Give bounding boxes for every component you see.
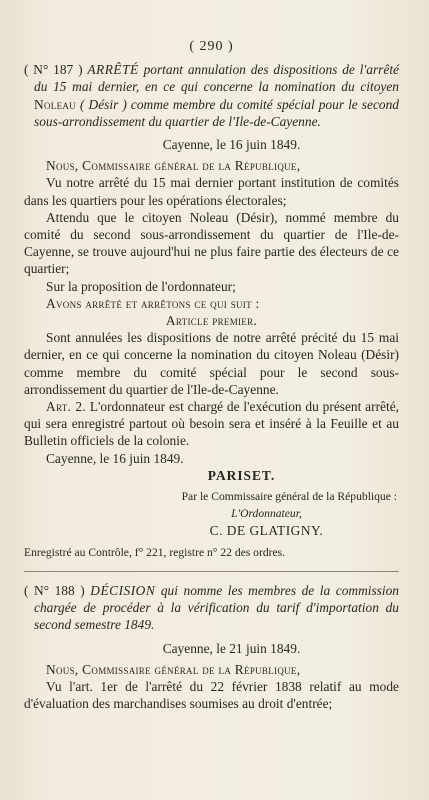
act-187-role: L'Ordonnateur,: [231, 507, 302, 521]
act-187-title-name-paren: ( Désir ): [80, 96, 127, 112]
act-187-paragraph-3: Sur la proposition de l'ordonnateur;: [46, 278, 236, 294]
act-188: [24, 582, 399, 712]
act-187: [24, 61, 399, 561]
act-188-number: ( N° 188 ): [24, 582, 85, 598]
act-187-art2-label: Art. 2.: [46, 399, 86, 415]
page-number: ( 290 ): [189, 39, 234, 54]
act-187-number: ( N° 187 ): [24, 62, 83, 78]
act-187-paragraph-4: Avons arrêté et arrêtons ce qui suit :: [46, 295, 260, 311]
act-187-paragraph-1: Vu notre arrêté du 15 mai dernier portant institution de comités dans les quartiers pour les opérations électorales;: [24, 175, 399, 208]
act-187-countersign: C. DE GLATIGNY.: [209, 523, 324, 539]
act-187-by-line: Par le Commissaire général de la République :: [181, 490, 397, 504]
act-187-title: portant annulation des dispositions de l'arrêté du 15 mai dernier, en ce qui concerne la nomination du citoyen: [34, 62, 399, 95]
act-187-kind: ARRÊTÉ: [87, 62, 139, 78]
act-187-closing-date: Cayenne, le 16 juin 1849.: [46, 450, 184, 466]
act-188-kind: DÉCISION: [90, 582, 156, 598]
act-187-date: Cayenne, le 16 juin 1849.: [162, 137, 301, 153]
act-187-title-name: Noleau: [34, 96, 76, 112]
act-188-title: qui nomme les membres de la commission chargée de procéder à la vérification du tarif d'importation du second semestre 1849.: [34, 582, 399, 633]
act-187-paragraph-6: [24, 398, 399, 450]
act-188-opening: Nous, Commissaire général de la République,: [46, 661, 301, 677]
act-187-opening: Nous, Commissaire général de la République,: [46, 158, 301, 174]
act-187-article-1-heading: Article premier.: [165, 313, 258, 329]
act-187-paragraph-2: Attendu que le citoyen Noleau (Désir), nommé membre du comité du second sous-arrondissement du quartier de l'Ile-de-Cayenne, se trouve aujourd'hui ne plus faire partie des électeurs de ce quartier;: [24, 209, 399, 277]
act-188-date: Cayenne, le 21 juin 1849.: [162, 640, 301, 656]
act-187-art2-text: L'ordonnateur est chargé de l'exécution du présent arrêté, qui sera enregistré partout où besoin sera et inséré à la Feuille et au Bulletin officiels de la colonie.: [24, 399, 399, 449]
act-187-registration: Enregistré au Contrôle, f° 221, registre n° 22 des ordres.: [24, 545, 286, 559]
act-187-signature: PARISET.: [207, 467, 276, 483]
act-187-paragraph-5: Sont annulées les dispositions de notre arrêté précité du 15 mai dernier, en ce qui concerne la nomination du citoyen Noleau (Désir) comme membre du comité spécial pour le second sous-arrondissement du quartier de l'Ile-de-Cayenne.: [24, 330, 399, 397]
act-188-paragraph-1: Vu l'art. 1er de l'arrêté du 22 février 1838 relatif au mode d'évaluation des marchandises soumises au droit d'entrée;: [24, 678, 399, 712]
act-187-title-end: comme membre du comité spécial pour le second sous-arrondissement du quartier de l'Ile-de-Cayenne.: [34, 96, 399, 129]
act-188-heading: [24, 582, 399, 634]
act-187-heading: [24, 61, 399, 130]
section-divider: [24, 571, 399, 572]
